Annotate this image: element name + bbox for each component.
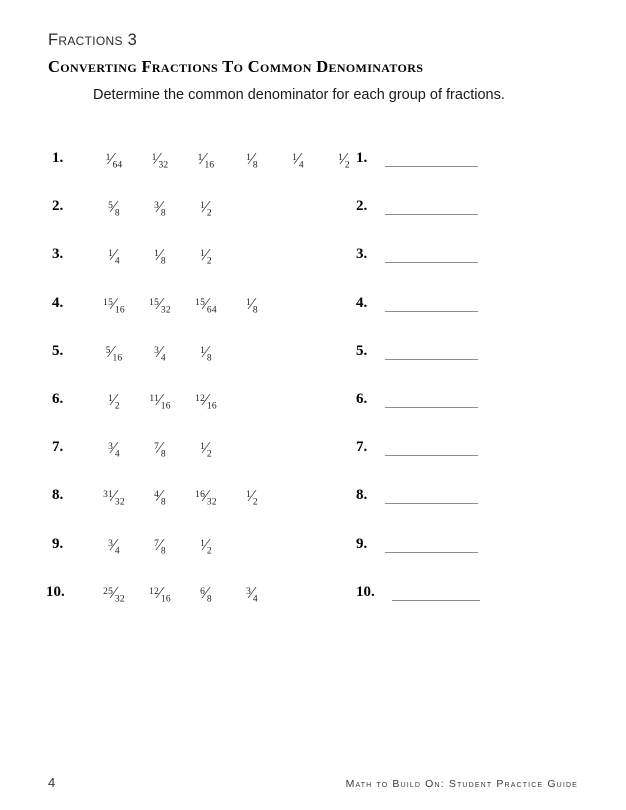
fraction-numerator: 1: [246, 490, 252, 501]
fraction-numerator: 1: [246, 153, 252, 164]
fraction-solidus-icon: ⁄: [158, 245, 162, 265]
fraction-numerator: 3: [246, 586, 252, 597]
problem-number: 5.: [52, 342, 64, 359]
fraction-slot: [184, 439, 228, 460]
fraction-denominator: 16: [160, 401, 171, 412]
fraction-slot: [92, 439, 136, 460]
fraction: [108, 536, 120, 557]
fraction-denominator: 2: [206, 256, 212, 267]
fraction: [246, 150, 258, 171]
answer-blank-line[interactable]: [385, 166, 478, 167]
fraction-solidus-icon: ⁄: [158, 293, 162, 313]
fraction-slot: [92, 584, 136, 605]
fraction-slot: [184, 198, 228, 219]
fraction: [246, 295, 258, 316]
problem-number: 2.: [52, 198, 64, 215]
fraction-solidus-icon: ⁄: [250, 486, 254, 506]
fraction-denominator: 2: [344, 160, 350, 171]
fraction-solidus-icon: ⁄: [204, 390, 208, 409]
fraction-slot: [230, 295, 274, 316]
fraction-slot: [230, 150, 274, 171]
fraction-numerator: 15: [195, 297, 206, 308]
fraction-denominator: 4: [160, 353, 166, 364]
answer-row: [356, 295, 556, 319]
answer-blank-line[interactable]: [385, 407, 478, 408]
fraction: [154, 487, 166, 508]
fraction-denominator: 8: [160, 256, 166, 267]
fraction: [198, 150, 215, 171]
fraction-numerator: 1: [151, 153, 157, 164]
fraction-solidus-icon: ⁄: [112, 582, 116, 602]
footer-page-number: 4: [48, 775, 56, 790]
fraction: [108, 246, 120, 267]
answer-number: 1.: [356, 150, 368, 166]
fraction-solidus-icon: ⁄: [250, 293, 254, 313]
fraction-solidus-icon: ⁄: [112, 534, 116, 554]
answer-blank-line[interactable]: [385, 503, 478, 504]
answer-blank-line[interactable]: [392, 600, 480, 601]
fraction-denominator: 2: [252, 497, 258, 508]
fraction-numerator: 16: [195, 490, 206, 501]
fraction-denominator: 4: [252, 594, 258, 605]
fraction-denominator: 16: [112, 353, 123, 364]
fraction-slot: [138, 391, 182, 412]
fraction-solidus-icon: ⁄: [204, 486, 208, 506]
problem-number: 1.: [52, 150, 64, 166]
fraction: [154, 343, 166, 364]
fraction-denominator: 16: [206, 401, 217, 412]
fraction: [108, 391, 120, 412]
fraction-denominator: 8: [160, 208, 166, 219]
fraction-denominator: 2: [206, 449, 212, 460]
answer-blank-line[interactable]: [385, 262, 478, 263]
fraction-numerator: 1: [200, 538, 206, 549]
fraction-slot: [92, 343, 136, 364]
fraction-solidus-icon: ⁄: [158, 390, 162, 409]
fraction: [103, 295, 125, 316]
fraction-numerator: 1: [105, 153, 111, 164]
fraction-denominator: 8: [206, 594, 212, 605]
fraction-numerator: 31: [103, 490, 114, 501]
fraction-numerator: 7: [154, 538, 160, 549]
answer-blank-line[interactable]: [385, 552, 478, 553]
fraction-solidus-icon: ⁄: [158, 534, 162, 554]
answer-row: [356, 246, 556, 270]
fraction-slot: [92, 198, 136, 219]
problem-number: 3.: [52, 246, 64, 263]
fraction-slot: [138, 246, 182, 267]
fraction-numerator: 15: [103, 297, 114, 308]
problem-number: 4.: [52, 294, 64, 311]
fraction-solidus-icon: ⁄: [342, 149, 346, 168]
fraction-solidus-icon: ⁄: [112, 245, 116, 265]
fraction: [200, 439, 212, 460]
fraction-numerator: 6: [200, 586, 206, 597]
fraction-numerator: 1: [154, 249, 160, 260]
answer-number: 9.: [356, 535, 368, 552]
footer-source: Math to Build On: Student Practice Guide: [345, 778, 578, 790]
fraction-numerator: 1: [338, 153, 344, 164]
fraction: [103, 584, 125, 605]
fraction-denominator: 16: [114, 304, 125, 315]
fraction-slot: [184, 536, 228, 557]
fraction: [149, 584, 171, 605]
fraction-numerator: 1: [108, 249, 114, 260]
answer-row: [356, 150, 556, 174]
fraction-numerator: 1: [200, 442, 206, 453]
fraction: [154, 198, 166, 219]
fraction: [108, 198, 120, 219]
fraction-slot: [184, 391, 228, 412]
fraction-solidus-icon: ⁄: [112, 197, 116, 217]
fraction-denominator: 8: [160, 449, 166, 460]
fraction: [195, 391, 217, 412]
instruction-text: Determine the common denominator for each group of fractions.: [93, 87, 505, 103]
fraction: [246, 584, 258, 605]
fraction-solidus-icon: ⁄: [110, 341, 113, 361]
fraction: [200, 343, 212, 364]
answer-row: [356, 343, 556, 367]
problem-number: 10.: [46, 583, 65, 600]
fraction-numerator: 1: [200, 345, 206, 356]
fraction-slot: [184, 584, 228, 605]
fraction-slot: [138, 439, 182, 460]
page-kicker: Fractions 3: [48, 31, 138, 49]
fraction-denominator: 64: [112, 160, 123, 171]
answer-blank-line[interactable]: [385, 311, 478, 312]
fraction-numerator: 7: [154, 442, 160, 453]
fraction-denominator: 32: [206, 497, 217, 508]
fraction-numerator: 1: [200, 201, 206, 212]
fraction-solidus-icon: ⁄: [112, 438, 116, 458]
fraction: [154, 439, 166, 460]
answer-number: 3.: [356, 246, 368, 263]
fraction-solidus-icon: ⁄: [158, 341, 162, 361]
fraction-slot: [92, 295, 136, 316]
fraction-numerator: 12: [195, 394, 206, 405]
fraction-numerator: 1: [108, 394, 114, 405]
fraction: [154, 536, 166, 557]
fraction-numerator: 1: [200, 249, 206, 260]
fraction-denominator: 32: [160, 304, 171, 315]
fraction-denominator: 32: [114, 497, 125, 508]
answer-blank-line[interactable]: [385, 214, 478, 215]
fraction: [152, 150, 169, 171]
fraction-numerator: 3: [154, 345, 160, 356]
fraction: [106, 150, 123, 171]
answer-row: [356, 584, 556, 608]
fraction-denominator: 4: [114, 545, 120, 556]
fraction-solidus-icon: ⁄: [250, 149, 254, 168]
fraction-slot: [92, 150, 136, 171]
fraction-numerator: 11: [149, 394, 159, 405]
fraction: [149, 295, 171, 316]
page-title: Converting Fractions To Common Denominators: [48, 57, 424, 76]
fraction-numerator: 5: [105, 345, 111, 356]
fraction: [149, 391, 170, 412]
fraction: [200, 246, 212, 267]
fraction-slot: [230, 487, 274, 508]
fraction-denominator: 64: [206, 304, 217, 315]
fraction-solidus-icon: ⁄: [204, 534, 208, 554]
fraction-denominator: 4: [114, 449, 120, 460]
fraction: [103, 487, 125, 508]
fraction-denominator: 8: [160, 497, 166, 508]
fraction-numerator: 3: [108, 442, 114, 453]
answer-number: 7.: [356, 439, 368, 456]
answer-number: 4.: [356, 294, 368, 311]
fraction: [246, 487, 258, 508]
fraction-slot: [92, 391, 136, 412]
answer-row: [356, 536, 556, 560]
answer-number: 6.: [356, 391, 368, 407]
fraction: [106, 343, 123, 364]
fraction-solidus-icon: ⁄: [158, 197, 162, 217]
fraction-numerator: 1: [197, 153, 203, 164]
fraction: [338, 150, 350, 171]
fraction-denominator: 8: [114, 208, 120, 219]
fraction-numerator: 25: [103, 586, 114, 597]
fraction-numerator: 12: [149, 586, 160, 597]
fraction-numerator: 15: [149, 297, 160, 308]
fraction-numerator: 1: [246, 297, 252, 308]
answer-number: 8.: [356, 487, 368, 504]
fraction-slot: [92, 487, 136, 508]
fraction-denominator: 2: [206, 545, 212, 556]
fraction-slot: [138, 343, 182, 364]
problem-number: 6.: [52, 391, 64, 407]
fraction-solidus-icon: ⁄: [204, 197, 208, 217]
answer-blank-line[interactable]: [385, 455, 478, 456]
fraction-numerator: 1: [292, 153, 298, 164]
problem-number: 7.: [52, 439, 64, 456]
fraction: [195, 295, 217, 316]
fraction-solidus-icon: ⁄: [158, 438, 162, 458]
fraction-solidus-icon: ⁄: [112, 390, 116, 409]
fraction-slot: [92, 246, 136, 267]
fraction-denominator: 2: [206, 208, 212, 219]
fraction-solidus-icon: ⁄: [112, 293, 116, 313]
fraction-denominator: 4: [114, 256, 120, 267]
fraction-slot: [138, 295, 182, 316]
fraction-denominator: 2: [114, 401, 120, 412]
fraction: [200, 584, 212, 605]
fraction-slot: [138, 150, 182, 171]
fraction-solidus-icon: ⁄: [158, 486, 162, 506]
fraction-solidus-icon: ⁄: [112, 486, 116, 506]
fraction-denominator: 8: [206, 353, 212, 364]
fraction-slot: [276, 150, 320, 171]
fraction-solidus-icon: ⁄: [204, 582, 208, 602]
fraction: [154, 246, 166, 267]
answer-blank-line[interactable]: [385, 359, 478, 360]
fraction-solidus-icon: ⁄: [202, 149, 205, 168]
answer-number: 10.: [356, 583, 375, 600]
fraction-slot: [138, 198, 182, 219]
fraction-solidus-icon: ⁄: [250, 582, 254, 602]
answer-row: [356, 198, 556, 222]
fraction-denominator: 8: [252, 304, 258, 315]
answer-number: 5.: [356, 342, 368, 359]
fraction-denominator: 16: [204, 160, 215, 171]
problem-number: 8.: [52, 487, 64, 504]
fraction-denominator: 4: [298, 160, 304, 171]
fraction-slot: [184, 487, 228, 508]
fraction-slot: [184, 246, 228, 267]
fraction-solidus-icon: ⁄: [204, 245, 208, 265]
fraction-slot: [230, 584, 274, 605]
fraction-denominator: 16: [160, 594, 171, 605]
fraction: [108, 439, 120, 460]
fraction-slot: [138, 584, 182, 605]
fraction-solidus-icon: ⁄: [204, 438, 208, 458]
fraction-solidus-icon: ⁄: [110, 149, 113, 168]
fraction-solidus-icon: ⁄: [158, 582, 162, 602]
fraction: [195, 487, 217, 508]
fraction-solidus-icon: ⁄: [204, 293, 208, 313]
fraction: [292, 150, 304, 171]
fraction-numerator: 5: [108, 201, 114, 212]
fraction-denominator: 8: [160, 545, 166, 556]
fraction-slot: [184, 150, 228, 171]
fraction: [200, 536, 212, 557]
fraction-denominator: 8: [252, 160, 258, 171]
problem-number: 9.: [52, 535, 64, 552]
fraction-numerator: 4: [154, 490, 160, 501]
fraction-denominator: 32: [114, 594, 125, 605]
answer-number: 2.: [356, 198, 368, 215]
answer-row: [356, 487, 556, 511]
fraction-solidus-icon: ⁄: [204, 341, 208, 361]
fraction-numerator: 3: [154, 201, 160, 212]
fraction-solidus-icon: ⁄: [296, 149, 300, 168]
fraction-slot: [92, 536, 136, 557]
fraction-slot: [184, 295, 228, 316]
fraction-solidus-icon: ⁄: [156, 149, 159, 168]
fraction-slot: [138, 536, 182, 557]
fraction-slot: [184, 343, 228, 364]
fraction: [200, 198, 212, 219]
fraction-numerator: 3: [108, 538, 114, 549]
answer-row: [356, 391, 556, 415]
answer-row: [356, 439, 556, 463]
fraction-denominator: 32: [158, 160, 169, 171]
fraction-slot: [138, 487, 182, 508]
